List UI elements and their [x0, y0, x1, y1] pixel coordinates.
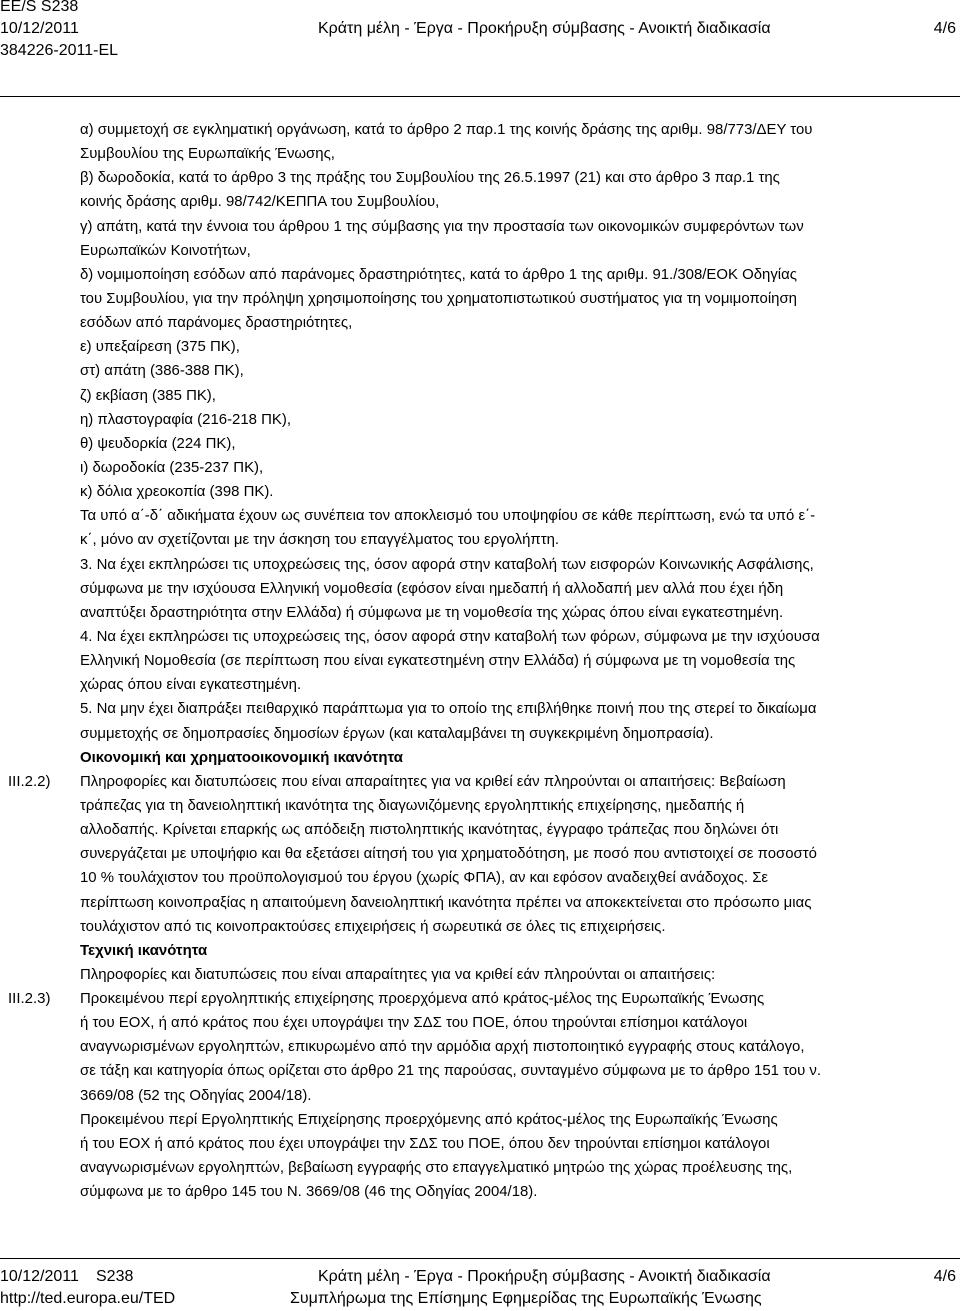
body-line: του Συμβουλίου, για την πρόληψη χρησιμοποίησης του χρηματοπιστωτικού συστήματος για τη νομιμοποίηση	[80, 289, 797, 307]
body-text	[80, 118, 960, 1204]
body-line: Πληροφορίες και διατυπώσεις που είναι απαραίτητες για να κριθεί εάν πληρούνται οι απαιτήσεις:	[80, 965, 716, 983]
body-line: Τα υπό α΄-δ΄ αδικήματα έχουν ως συνέπεια τον αποκλεισμό του υποψηφίου σε κάθε περίπτωση, ενώ τα υπό ε΄-	[80, 507, 816, 525]
doc-code: EE/S S238	[0, 0, 79, 15]
reference-number: 384226-2011-EL	[0, 42, 119, 59]
body-line: ι) δωροδοκία (235-237 ΠΚ),	[80, 458, 264, 476]
body-line: αναγνωρισμένων εργοληπτών, βεβαίωση εγγραφής στο επαγγελματικό μητρώο της χώρας προέλευσης της,	[80, 1159, 793, 1177]
body-line: ζ) εκβίαση (385 ΠΚ),	[80, 386, 216, 404]
body-line: τουλάχιστον από τις κοινοπρακτούσες επιχειρήσεις ή σωρευτικά σε όλες τις επιχειρήσεις.	[80, 917, 666, 935]
body-line: γ) απάτη, κατά την έννοια του άρθρου 1 της σύμβασης για την προστασία των οικονομικών συμφερόντων των	[80, 217, 804, 235]
body-line: Συμβουλίου της Ευρωπαϊκής Ένωσης,	[80, 145, 335, 163]
header-divider	[0, 96, 960, 97]
body-line: τράπεζας για τη δανειοληπτική ικανότητα της διαγωνιζόμενης εργοληπτικής επιχείρησης, ημεδαπής ή	[80, 796, 745, 814]
section-number-financial: III.2.2)	[8, 773, 51, 790]
footer-subtitle: Συμπλήρωμα της Επίσημης Εφημερίδας της Ευρωπαϊκής Ένωσης	[290, 1290, 762, 1307]
body-line: Πληροφορίες και διατυπώσεις που είναι απαραίτητες για να κριθεί εάν πληρούνται οι απαιτήσεις: Βεβαίωση	[80, 772, 786, 790]
footer-date: 10/12/2011	[0, 1268, 79, 1285]
body-line: σύμφωνα με την ισχύουσα Ελληνική νομοθεσία (εφόσον είναι ημεδαπή ή αλλοδαπή μεν αλλά που έχει ήδη	[80, 579, 784, 597]
footer-title: Κράτη μέλη - Έργα - Προκήρυξη σύμβασης - Ανοικτή διαδικασία	[318, 1268, 771, 1285]
body-line: συμμετοχής σε δημοπρασίες δημοσίων έργων (και καταλαμβάνει τη συγκεκριμένη δημοπρασία).	[80, 724, 714, 742]
body-line: Προκειμένου περί εργοληπτικής επιχείρησης προερχόμενα από κράτος-μέλος της Ευρωπαϊκής Ένωσης	[80, 990, 765, 1008]
body-line: χώρας όπου είναι εγκατεστημένη.	[80, 676, 302, 694]
body-line: θ) ψευδορκία (224 ΠΚ),	[80, 434, 236, 452]
section-heading-technical: Τεχνική ικανότητα	[80, 941, 208, 959]
body-line: σύμφωνα με το άρθρο 145 του Ν. 3669/08 (46 της Οδηγίας 2004/18).	[80, 1183, 538, 1201]
body-line: α) συμμετοχή σε εγκληματική οργάνωση, κατά το άρθρο 2 παρ.1 της κοινής δράσης της αριθμ. 98/773/ΔΕΥ του	[80, 121, 813, 138]
footer-page-number: 4/6	[933, 1268, 956, 1285]
body-line: 4. Να έχει εκπληρώσει τις υποχρεώσεις της, όσον αφορά στην καταβολή των φόρων, σύμφωνα με την ισχύουσα	[80, 627, 820, 645]
header-page-number: 4/6	[933, 20, 956, 37]
body-line: Ελληνική Νομοθεσία (σε περίπτωση που είναι εγκατεστημένη στην Ελλάδα) ή σύμφωνα με τη νομοθεσία της	[80, 652, 796, 670]
body-line: 3669/08 (52 της Οδηγίας 2004/18).	[80, 1086, 312, 1104]
body-line: κοινής δράσης αριθμ. 98/742/ΚΕΠΠΑ του Συμβουλίου,	[80, 193, 440, 211]
footer-divider	[0, 1258, 960, 1259]
body-line: Ευρωπαϊκών Κοινοτήτων,	[80, 241, 251, 259]
body-line: ε) υπεξαίρεση (375 ΠΚ),	[80, 338, 240, 356]
body-line: 5. Να μην έχει διαπράξει πειθαρχικό παράπτωμα για το οποίο της επιβλήθηκε ποινή που της στερεί το δικαίωμα	[80, 700, 817, 718]
body-line: ή του ΕΟΧ ή από κράτος που έχει υπογράψει την ΣΔΣ του ΠΟΕ, όπου δεν τηρούνται επίσημοι κατάλογοι	[80, 1134, 770, 1152]
body-line: αλλοδαπής. Κρίνεται επαρκής ως απόδειξη πιστοληπτικής ικανότητας, έγγραφο τράπεζας που δηλώνει ότι	[80, 821, 779, 839]
body-line: εσόδων από παράνομες δραστηριότητες,	[80, 314, 353, 332]
footer-url-link[interactable]: http://ted.europa.eu/TED	[0, 1290, 176, 1307]
body-line: σε τάξη και κατηγορία όπως ορίζεται στο άρθρο 21 της παρούσας, συνταγμένο σύμφωνα με το άρθρο 151 του ν.	[80, 1062, 822, 1080]
body-line: κ΄, μόνο αν σχετίζονται με την άσκηση του επαγγέλματος του εργολήπτη.	[80, 531, 560, 549]
body-line: η) πλαστογραφία (216-218 ΠΚ),	[80, 410, 291, 428]
body-line: δ) νομιμοποίηση εσόδων από παράνομες δραστηριότητες, κατά το άρθρο 1 της αριθμ. 91./308/ΕΟΚ Οδηγίας	[80, 265, 797, 283]
header-left	[0, 0, 118, 62]
header-title: Κράτη μέλη - Έργα - Προκήρυξη σύμβασης - Ανοικτή διαδικασία	[318, 20, 771, 37]
body-line: 10 % τουλάχιστον του προϋπολογισμού του έργου (χωρίς ΦΠΑ), αν και εφόσον αναδειχθεί ανάδοχος. Σε	[80, 869, 769, 887]
body-line: ή του ΕΟΧ, ή από κράτος που έχει υπογράψει την ΣΔΣ του ΠΟΕ, όπου τηρούνται επίσημοι κατάλογοι	[80, 1014, 748, 1032]
body-line: στ) απάτη (386-388 ΠΚ),	[80, 362, 244, 380]
footer-code: S238	[96, 1268, 134, 1285]
body-line: περίπτωση κοινοπραξίας η απαιτούμενη δανειοληπτική ικανότητα πρέπει να αποκεκτείνεται στο πρόσωπο μιας	[80, 893, 812, 911]
section-heading-financial: Οικονομική και χρηματοοικονομική ικανότητα	[80, 748, 403, 766]
body-line: συνεργάζεται με υποψήφιο και θα εξετάσει αίτησή του για χρηματοδότηση, με ποσό που αντιστοιχεί σε ποσοστό	[80, 845, 817, 863]
body-line: Προκειμένου περί Εργοληπτικής Επιχείρησης προερχόμενης από κράτος-μέλος της Ευρωπαϊκής Ένωσης	[80, 1110, 778, 1128]
body-line: αναγνωρισμένων εργοληπτών, επικυρωμένο από την αρμόδια αρχή πιστοποιητικό εγγραφής στους κατάλογο,	[80, 1038, 805, 1056]
header-date: 10/12/2011	[0, 20, 79, 37]
section-number-technical: III.2.3)	[8, 990, 51, 1007]
body-line: β) δωροδοκία, κατά το άρθρο 3 της πράξης του Συμβουλίου της 26.5.1997 (21) και στο άρθρο 3 παρ.1 της	[80, 169, 780, 187]
body-line: κ) δόλια χρεοκοπία (398 ΠΚ).	[80, 483, 274, 501]
body-line: 3. Να έχει εκπληρώσει τις υποχρεώσεις της, όσον αφορά στην καταβολή των εισφορών Κοινωνικής Ασφάλισης,	[80, 555, 814, 573]
body-line: αναπτύξει δραστηριότητα στην Ελλάδα) ή σύμφωνα με τη νομοθεσία της χώρας όπου είναι εγκατεστημένη.	[80, 603, 784, 621]
